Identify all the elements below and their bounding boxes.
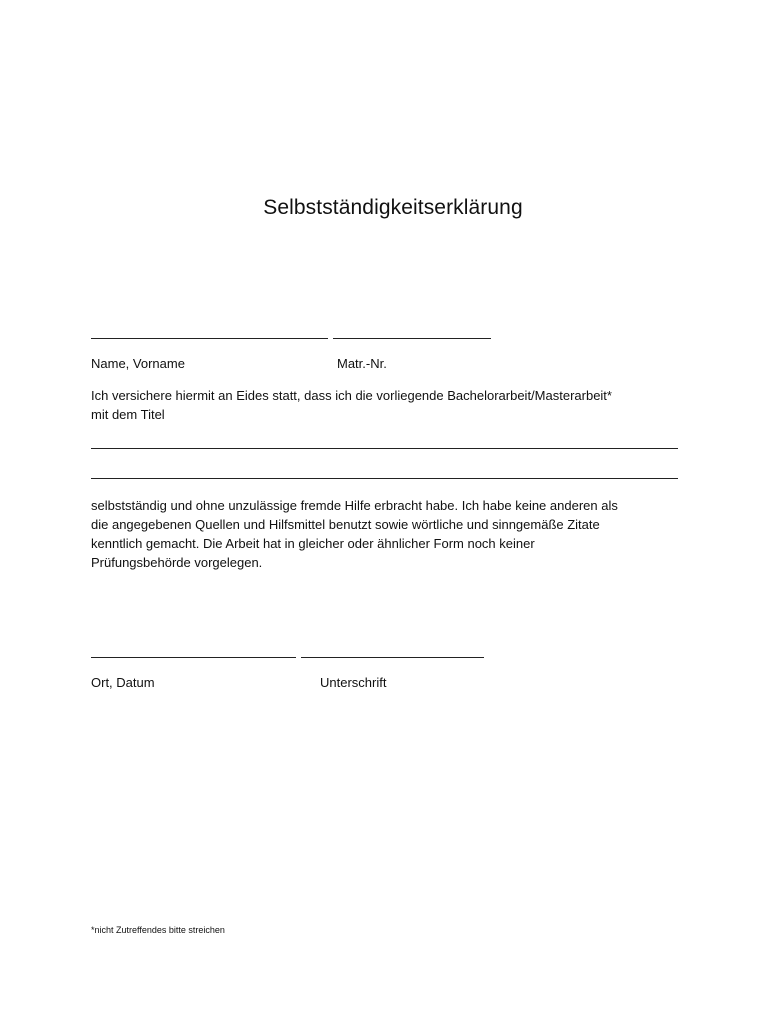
- name-label: Name, Vorname: [91, 356, 185, 371]
- signature-blank-line[interactable]: [301, 657, 484, 658]
- name-blank-line[interactable]: [91, 338, 328, 339]
- body-line: Prüfungsbehörde vorgelegen.: [91, 555, 263, 570]
- signature-label: Unterschrift: [320, 675, 387, 690]
- declaration-intro: [91, 386, 691, 424]
- matr-label: Matr.-Nr.: [337, 356, 387, 371]
- declaration-line: Ich versichere hiermit an Eides statt, dass ich die vorliegende Bachelorarbeit/Masterarbeit*: [91, 388, 612, 403]
- footnote: *nicht Zutreffendes bitte streichen: [91, 925, 225, 935]
- declaration-body: [91, 496, 691, 572]
- thesis-title-line-2[interactable]: [91, 478, 678, 479]
- body-line: kenntlich gemacht. Die Arbeit hat in gleicher oder ähnlicher Form noch keiner: [91, 536, 535, 551]
- place-date-label: Ort, Datum: [91, 675, 155, 690]
- place-date-blank-line[interactable]: [91, 657, 296, 658]
- body-line: die angegebenen Quellen und Hilfsmittel benutzt sowie wörtliche und sinngemäße Zitate: [91, 517, 600, 532]
- declaration-line: mit dem Titel: [91, 407, 165, 422]
- body-line: selbstständig und ohne unzulässige fremde Hilfe erbracht habe. Ich habe keine anderen als: [91, 498, 618, 513]
- document-title: Selbstständigkeitserklärung: [263, 196, 523, 219]
- thesis-title-line-1[interactable]: [91, 448, 678, 449]
- matr-blank-line[interactable]: [333, 338, 491, 339]
